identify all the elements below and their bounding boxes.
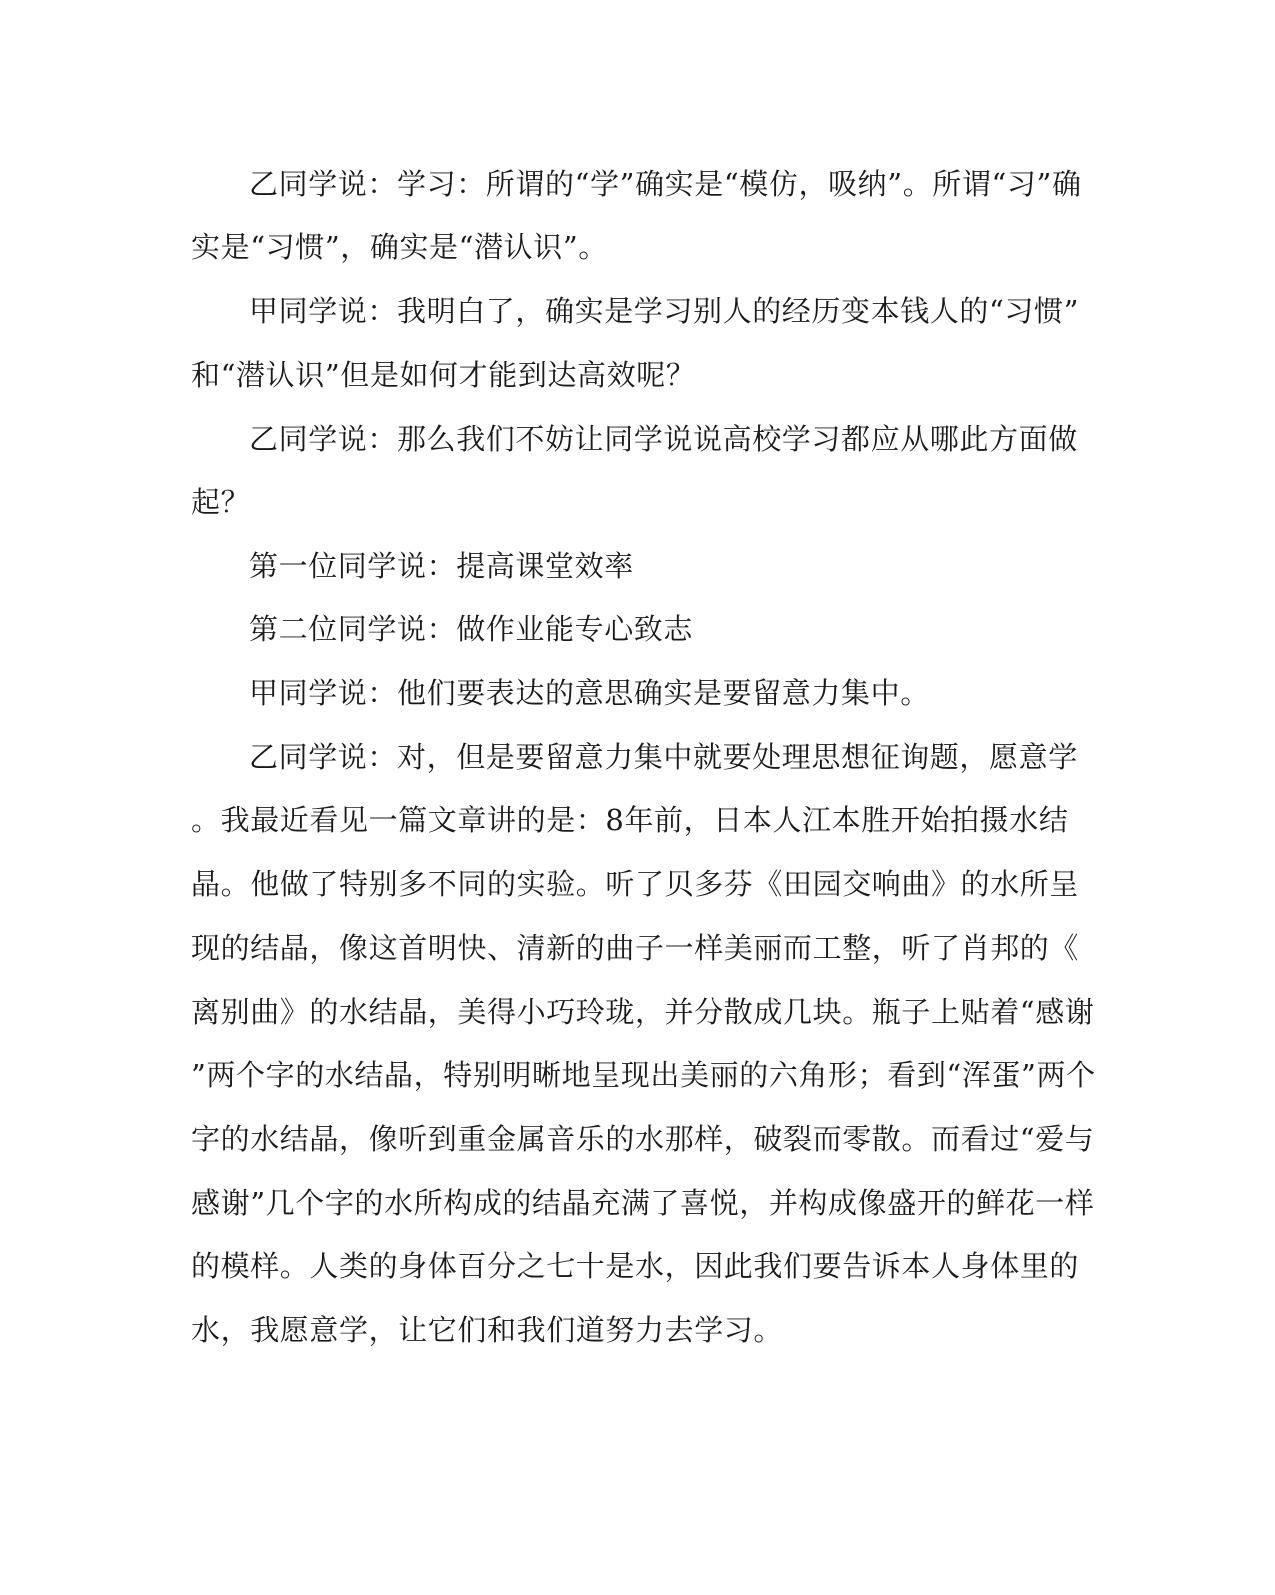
text-line: 乙同学说：那么我们不妨让同学说说高校学习都应从哪此方面做: [249, 422, 1078, 456]
text-line: 水，我愿意学，让它们和我们道努力去学习。: [191, 1313, 784, 1347]
text-line: 第一位同学说：提高课堂效率: [249, 549, 634, 583]
text-line: 乙同学说：对，但是要留意力集中就要处理思想征询题，愿意学: [249, 740, 1078, 774]
text-line: 起？: [191, 485, 251, 519]
text-line: 甲同学说：他们要表达的意思确实是要留意力集中。: [249, 676, 930, 710]
text-line: 的模样。人类的身体百分之七十是水，因此我们要告诉本人身体里的: [191, 1249, 1080, 1283]
text-line: 晶。他做了特别多不同的实验。听了贝多芬《田园交响曲》的水所呈: [191, 867, 1080, 901]
text-line: ”两个字的水结晶，特别明晰地呈现出美丽的六角形；看到“浑蛋”两个: [191, 1058, 1096, 1092]
text-line: 乙同学说：学习：所谓的“学”确实是“模仿，吸纳”。所谓“习”确: [249, 167, 1082, 201]
text-line: 字的水结晶，像听到重金属音乐的水那样，破裂而零散。而看过“爱与: [191, 1122, 1095, 1156]
text-line: 和“潜认识”但是如何才能到达高效呢？: [191, 358, 696, 392]
text-line: 。我最近看见一篇文章讲的是：8年前，日本人江本胜开始拍摄水结: [191, 803, 1069, 837]
text-line: 第二位同学说：做作业能专心致志: [249, 612, 694, 646]
text-line: 实是“习惯”，确实是“潜认识”。: [191, 230, 608, 264]
text-line: 感谢”几个字的水所构成的结晶充满了喜悦，并构成像盛开的鲜花一样: [191, 1186, 1095, 1220]
text-line: 甲同学说：我明白了，确实是学习别人的经历变本钱人的“习惯”: [249, 294, 1080, 328]
text-line: 离别曲》的水结晶，美得小巧玲珑，并分散成几块。瓶子上贴着“感谢: [191, 995, 1095, 1029]
text-line: 现的结晶，像这首明快、清新的曲子一样美丽而工整，听了肖邦的《: [191, 931, 1080, 965]
